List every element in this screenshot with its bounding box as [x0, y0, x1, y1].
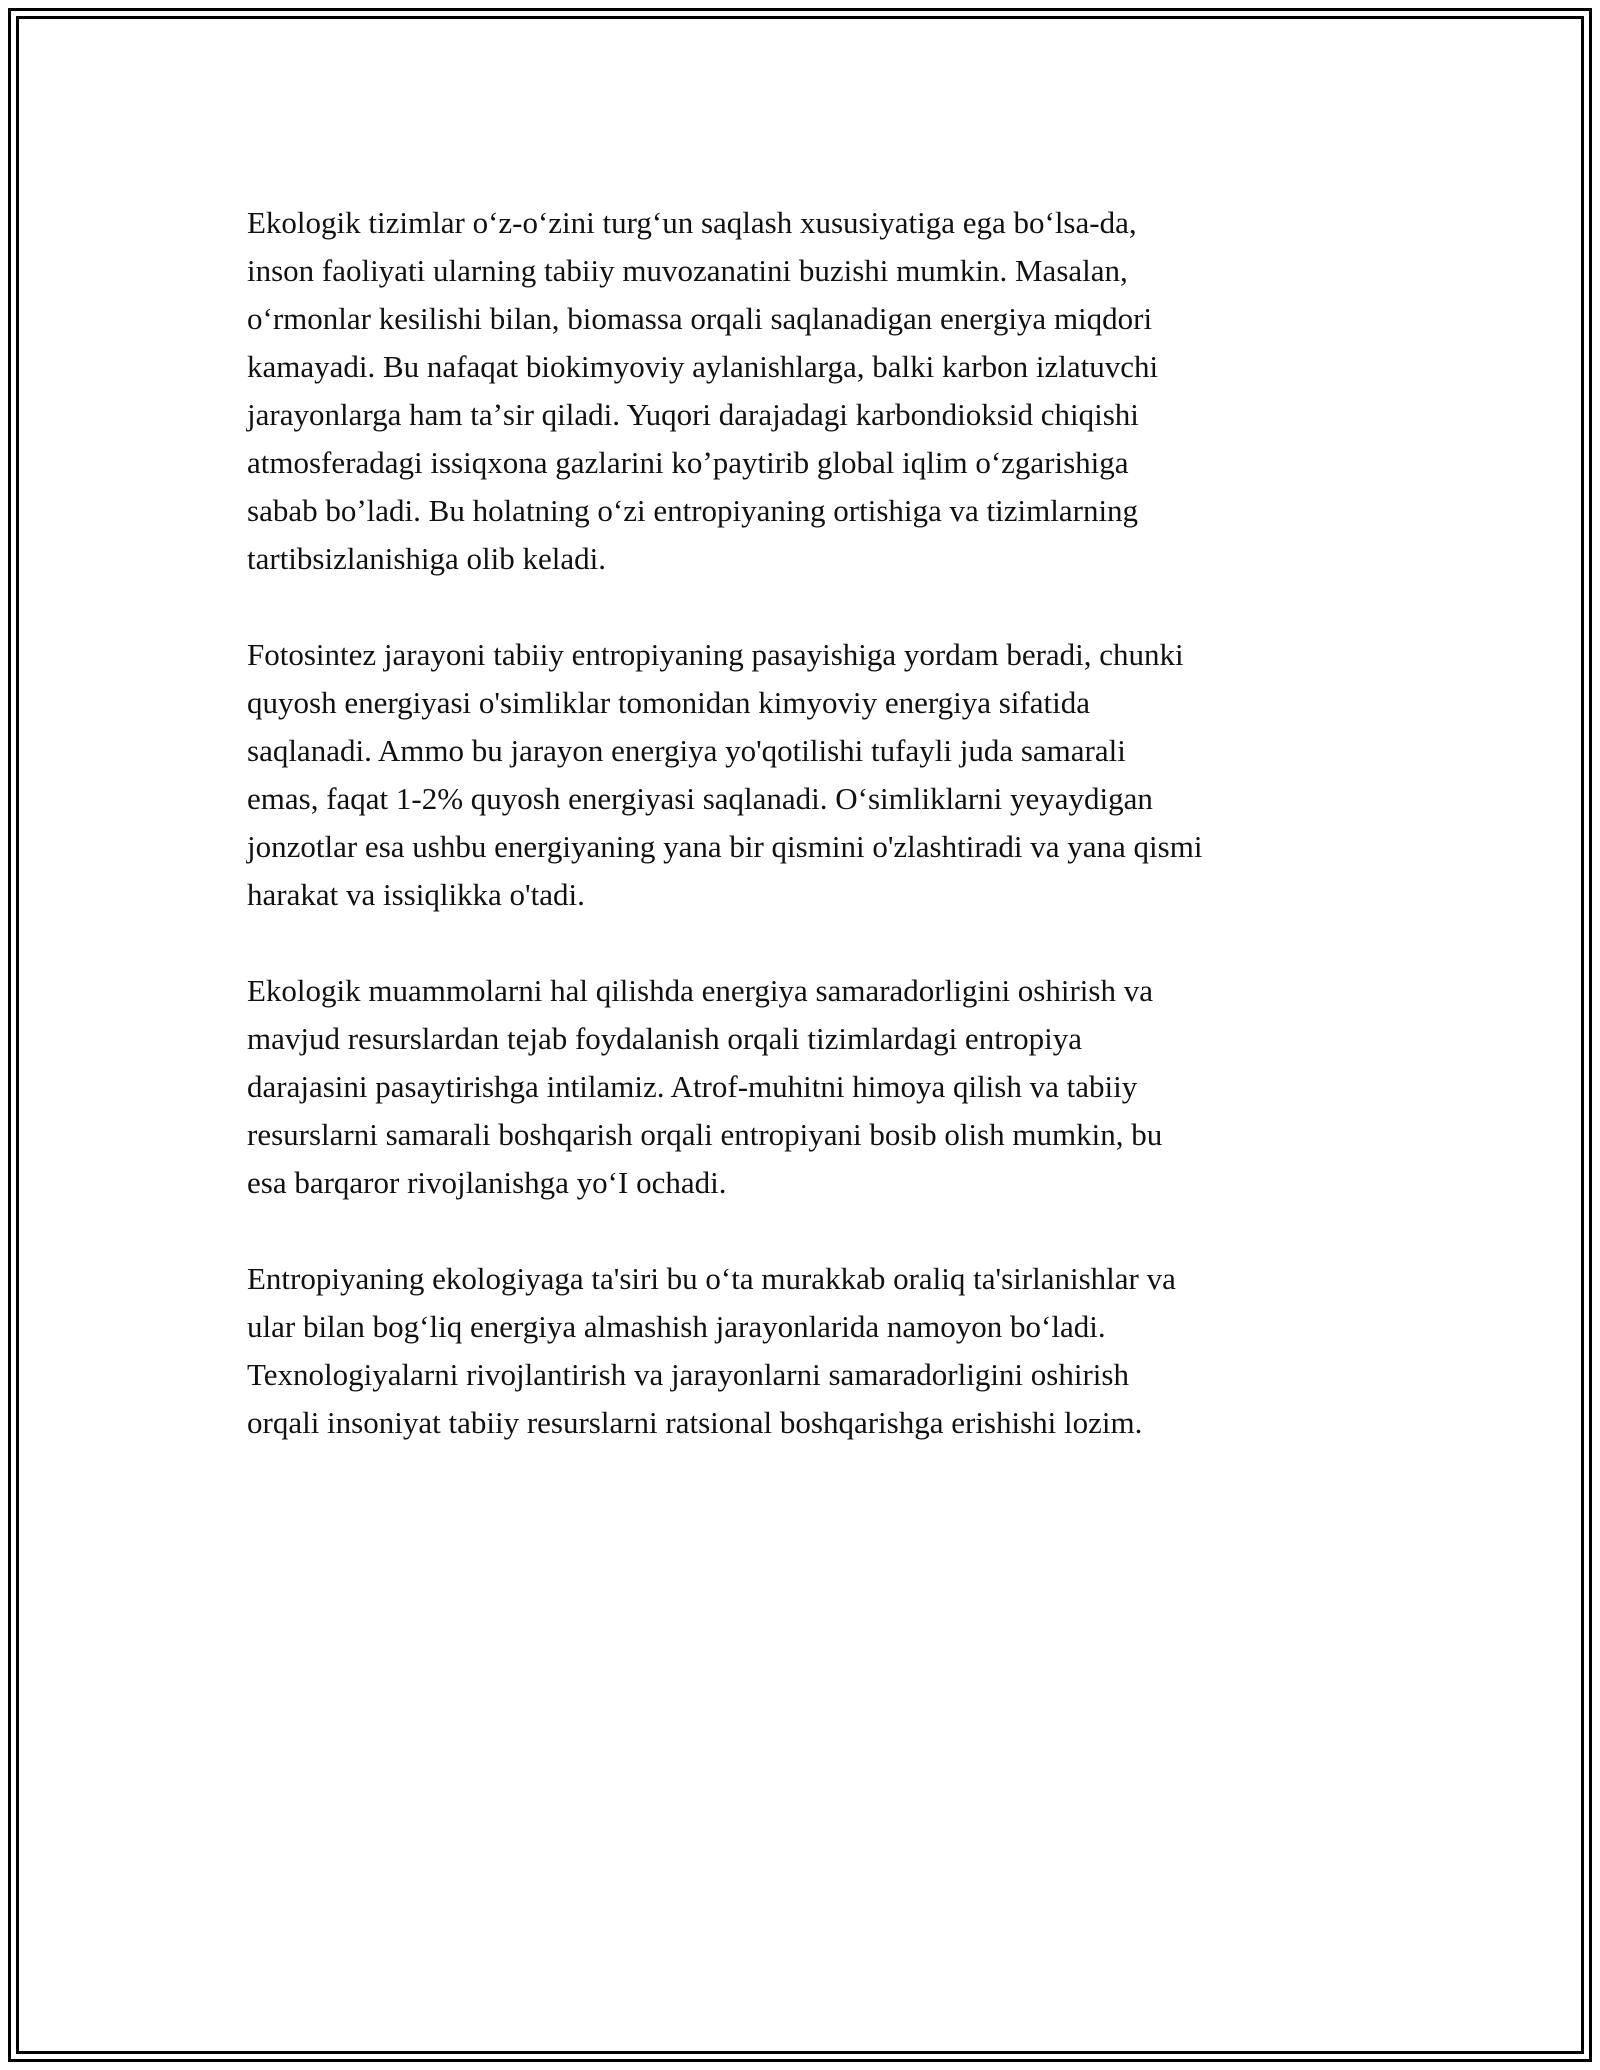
document-body [247, 199, 1387, 1495]
text-line: esa barqaror rivojlanishga yoʻI ochadi. [247, 1165, 727, 1200]
text-line: Ekologik tizimlar oʻz-oʻzini turgʻun saqlash xususiyatiga ega boʻlsa-da, [247, 205, 1137, 240]
text-line: orqali insoniyat tabiiy resurslarni ratsional boshqarishga erishishi lozim. [247, 1405, 1143, 1440]
text-line: jonzotlar esa ushbu energiyaning yana bir qismini o'zlashtiradi va yana qismi [247, 829, 1203, 864]
text-line: mavjud resurslardan tejab foydalanish orqali tizimlardagi entropiya [247, 1021, 1083, 1056]
text-line: kamayadi. Bu nafaqat biokimyoviy aylanishlarga, balki karbon izlatuvchi [247, 349, 1159, 384]
text-line: inson faoliyati ularning tabiiy muvozanatini buzishi mumkin. Masalan, [247, 253, 1128, 288]
paragraph-4 [247, 1255, 1387, 1447]
text-line: quyosh energiyasi o'simliklar tomonidan kimyoviy energiya sifatida [247, 685, 1091, 720]
text-line: Ekologik muammolarni hal qilishda energiya samaradorligini oshirish va [247, 973, 1153, 1008]
text-line: Entropiyaning ekologiyaga ta'siri bu oʻta murakkab oraliq ta'sirlanishlar va [247, 1261, 1176, 1296]
paragraph-2 [247, 631, 1387, 919]
paragraph-3 [247, 967, 1387, 1207]
text-line: harakat va issiqlikka o'tadi. [247, 877, 585, 912]
text-line: ular bilan bogʻliq energiya almashish jarayonlarida namoyon boʻladi. [247, 1309, 1106, 1344]
text-line: saqlanadi. Ammo bu jarayon energiya yo'qotilishi tufayli juda samarali [247, 733, 1126, 768]
text-line: sabab boʼladi. Bu holatning oʻzi entropiyaning ortishiga va tizimlarning [247, 493, 1139, 528]
text-line: emas, faqat 1-2% quyosh energiyasi saqlanadi. Oʻsimliklarni yeyaydigan [247, 781, 1153, 816]
text-line: atmosferadagi issiqxona gazlarini koʼpaytirib global iqlim oʻzgarishiga [247, 445, 1129, 480]
text-line: darajasini pasaytirishga intilamiz. Atrof-muhitni himoya qilish va tabiiy [247, 1069, 1138, 1104]
text-line: tartibsizlanishiga olib keladi. [247, 541, 606, 576]
page-frame [8, 8, 1592, 2062]
text-line: jarayonlarga ham taʼsir qiladi. Yuqori darajadagi karbondioksid chiqishi [247, 397, 1139, 432]
text-line: Fotosintez jarayoni tabiiy entropiyaning pasayishiga yordam beradi, chunki [247, 637, 1184, 672]
paragraph-1 [247, 199, 1387, 583]
text-line: Texnologiyalarni rivojlantirish va jarayonlarni samaradorligini oshirish [247, 1357, 1129, 1392]
text-line: oʻrmonlar kesilishi bilan, biomassa orqali saqlanadigan energiya miqdori [247, 301, 1153, 336]
text-line: resurslarni samarali boshqarish orqali entropiyani bosib olish mumkin, bu [247, 1117, 1163, 1152]
